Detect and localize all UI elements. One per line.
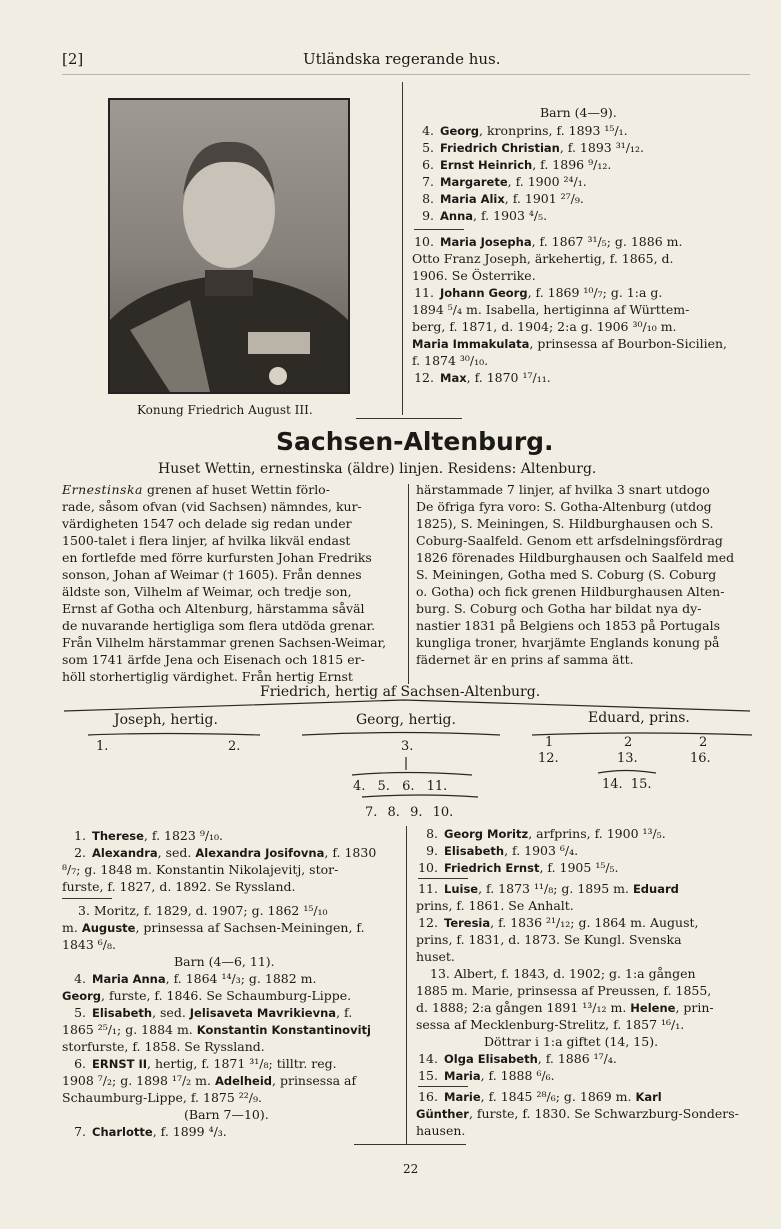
list-item: 3. Moritz, f. 1829, d. 1907; g. 1862 ¹⁵/₁₀: [78, 903, 328, 918]
tree-georg: Georg, hertig.: [356, 712, 456, 728]
tree-node: 1.: [96, 739, 109, 754]
list-item: 13. Albert, f. 1843, d. 1902; g. 1:a gången: [430, 966, 696, 981]
entry-continuation: Georg, furste, f. 1846. Se Schaumburg-Lippe.: [62, 988, 352, 1003]
entry-continuation: Schaumburg-Lippe, f. 1875 ²²/₉.: [62, 1090, 262, 1105]
tree-node: 16.: [690, 751, 711, 766]
entry-continuation: Otto Franz Joseph, ärkehertig, f. 1865, d.: [412, 251, 674, 266]
entry-continuation: berg, f. 1871, d. 1904; 2:a g. 1906 ³⁰/₁₀ m.: [412, 319, 677, 334]
list-item: 10. Maria Josepha, f. 1867 ³¹/₅; g. 1886 m.: [414, 234, 683, 249]
intro-left-column: Ernestinska grenen af huset Wettin förlo- rade, såsom ofvan (vid Sachsen) nämndes, kur- värdigheten 1547 och delade sig redan under 1500-talet i flera linjer, af hvilka likväl endast en fortlefde med förre kurfursten Johan Fredriks sonson, Johan af Weimar († 1605). Från dennes äldste son, Vilhelm af Weimar, och tredje son, Ernst af Gotha och Altenburg, härstamma såväl de nuvarande hertigliga som flera utdöda grenar. Från Vilhelm härstammar grenen Sachsen-Weimar, som 1741 ärfde Jena och Eisenach och 1815 er- höll storhertiglig värdighet. Från hertig Ernst: [62, 482, 387, 684]
tree-node: 13.: [617, 751, 638, 766]
tree-joseph: Joseph, hertig.: [114, 712, 218, 728]
list-item: 10. Friedrich Ernst, f. 1905 ¹⁵/₅.: [418, 860, 619, 875]
list-item: 16. Marie, f. 1845 ²⁸/₆; g. 1869 m. Karl: [418, 1089, 662, 1104]
entry-continuation: prins, f. 1861. Se Anhalt.: [416, 898, 574, 913]
entry-continuation: 1908 ⁷/₂; g. 1898 ¹⁷/₂ m. Adelheid, prinsessa af: [62, 1073, 357, 1088]
list-item: 12. Max, f. 1870 ¹⁷/₁₁.: [414, 370, 551, 385]
entry-continuation: sessa af Mecklenburg-Strelitz, f. 1857 ¹⁶/₁.: [416, 1017, 685, 1032]
tree-node: 12.: [538, 751, 559, 766]
entry-continuation: storfurste, f. 1858. Se Ryssland.: [62, 1039, 265, 1054]
entry-continuation: 1865 ²⁵/₁; g. 1884 m. Konstantin Konstantinovitj: [62, 1022, 371, 1037]
tree-node: 2: [624, 735, 633, 750]
entry-continuation: 1885 m. Marie, prinsessa af Preussen, f. 1855,: [416, 983, 712, 998]
entry-continuation: Günther, furste, f. 1830. Se Schwarzburg-Sonders-: [416, 1106, 739, 1121]
entry-continuation: f. 1874 ³⁰/₁₀.: [412, 353, 489, 368]
list-item: 2. Alexandra, sed. Alexandra Josifovna, f. 1830: [74, 845, 377, 860]
tree-root: Friedrich, hertig af Sachsen-Altenburg.: [260, 684, 541, 700]
list-item: 7. Margarete, f. 1900 ²⁴/₁.: [422, 174, 587, 189]
entry-rule: [418, 1086, 468, 1087]
entry-rule: [62, 898, 112, 899]
list-item: 4. Maria Anna, f. 1864 ¹⁴/₃; g. 1882 m.: [74, 971, 317, 986]
tree-eduard: Eduard, prins.: [588, 710, 690, 726]
children-heading: Barn (4—6, 11).: [174, 954, 275, 969]
entry-continuation: furste, f. 1827, d. 1892. Se Ryssland.: [62, 879, 296, 894]
entry-continuation: huset.: [416, 949, 455, 964]
list-item: 15. Maria, f. 1888 ⁶/₆.: [418, 1068, 555, 1083]
children-heading: Döttrar i 1:a giftet (14, 15).: [484, 1034, 659, 1049]
list-item: 7. Charlotte, f. 1899 ⁴/₃.: [74, 1124, 227, 1139]
list-item: 4. Georg, kronprins, f. 1893 ¹⁵/₁.: [422, 123, 628, 138]
list-item: 14. Olga Elisabeth, f. 1886 ¹⁷/₄.: [418, 1051, 617, 1066]
list-item: 11. Johann Georg, f. 1869 ¹⁰/₇; g. 1:a g.: [414, 285, 663, 300]
entry-continuation: hausen.: [416, 1123, 466, 1138]
tree-node: 1: [545, 735, 554, 750]
entry-continuation: 1894 ⁵/₄ m. Isabella, hertiginna af Württem-: [412, 302, 690, 317]
entry-continuation: d. 1888; 2:a gången 1891 ¹³/₁₂ m. Helene, prin-: [416, 1000, 714, 1015]
entry-continuation: 1843 ⁶/₈.: [62, 937, 116, 952]
entry-continuation: Maria Immakulata, prinsessa af Bourbon-Sicilien,: [412, 336, 727, 351]
entry-continuation: 1906. Se Österrike.: [412, 268, 536, 283]
list-item: 12. Teresia, f. 1836 ²¹/₁₂; g. 1864 m. August,: [418, 915, 699, 930]
list-item: 1. Therese, f. 1823 ⁹/₁₀.: [74, 828, 224, 843]
tree-node: 2.: [228, 739, 241, 754]
footer-rule: [354, 1144, 466, 1145]
list-item: 9. Elisabeth, f. 1903 ⁶/₄.: [426, 843, 579, 858]
list-item: 8. Maria Alix, f. 1901 ²⁷/₉.: [422, 191, 584, 206]
list-item: 5. Friedrich Christian, f. 1893 ³¹/₁₂.: [422, 140, 644, 155]
tree-node: 7. 8. 9. 10.: [365, 805, 454, 820]
list-item: 5. Elisabeth, sed. Jelisaveta Mavrikievna, f.: [74, 1005, 353, 1020]
list-item: 11. Luise, f. 1873 ¹¹/₈; g. 1895 m. Eduard: [418, 881, 679, 896]
column-divider-bottom: [406, 826, 407, 1144]
children-heading: (Barn 7—10).: [184, 1107, 269, 1122]
entry-continuation: ⁸/₇; g. 1848 m. Konstantin Nikolajevitj, stor-: [62, 862, 339, 877]
tree-node: 2: [699, 735, 708, 750]
list-item: 6. Ernst Heinrich, f. 1896 ⁹/₁₂.: [422, 157, 612, 172]
page-number: 22: [403, 1162, 419, 1176]
list-item: 8. Georg Moritz, arfprins, f. 1900 ¹³/₅.: [426, 826, 666, 841]
running-title: Utländska regerande hus.: [303, 50, 501, 68]
section-subtitle: Huset Wettin, ernestinska (äldre) linjen. Residens: Altenburg.: [158, 461, 597, 477]
tree-node: 4. 5. 6. 11.: [353, 779, 448, 794]
tree-node: 3.: [401, 739, 414, 754]
intro-right-column: härstammade 7 linjer, af hvilka 3 snart utdogo De öfriga fyra voro: S. Gotha-Altenburg (utdog 1825), S. Meiningen, S. Hildburghausen och S. Coburg-Saalfeld. Genom ett arfsdelningsfördrag 1826 förenades Hildburghausen och Saalfeld med S. Meiningen, Gotha med S. Coburg (S. Coburg o. Gotha) och fick grenen Hildburghausen Alten- burg. S. Coburg och Gotha har bildat nya dy- nastier 1831 på Belgiens och 1853 på Portugals kungliga troner, hvarjämte Englands konung på fädernet är en prins af samma ätt.: [416, 482, 735, 667]
entry-continuation: prins, f. 1831, d. 1873. Se Kungl. Svenska: [416, 932, 682, 947]
list-item: 6. ERNST II, hertig, f. 1871 ³¹/₈; tilltr. reg.: [74, 1056, 337, 1071]
children-heading: Barn (4—9).: [540, 105, 617, 120]
tree-node: 14. 15.: [602, 777, 652, 792]
page-label: [2]: [62, 50, 84, 68]
portrait-caption: Konung Friedrich August III.: [137, 403, 313, 417]
list-item: 9. Anna, f. 1903 ⁴/₅.: [422, 208, 548, 223]
entry-rule: [418, 878, 468, 879]
entry-continuation: m. Auguste, prinsessa af Sachsen-Meiningen, f.: [62, 920, 365, 935]
section-title: Sachsen-Altenburg.: [276, 427, 554, 456]
